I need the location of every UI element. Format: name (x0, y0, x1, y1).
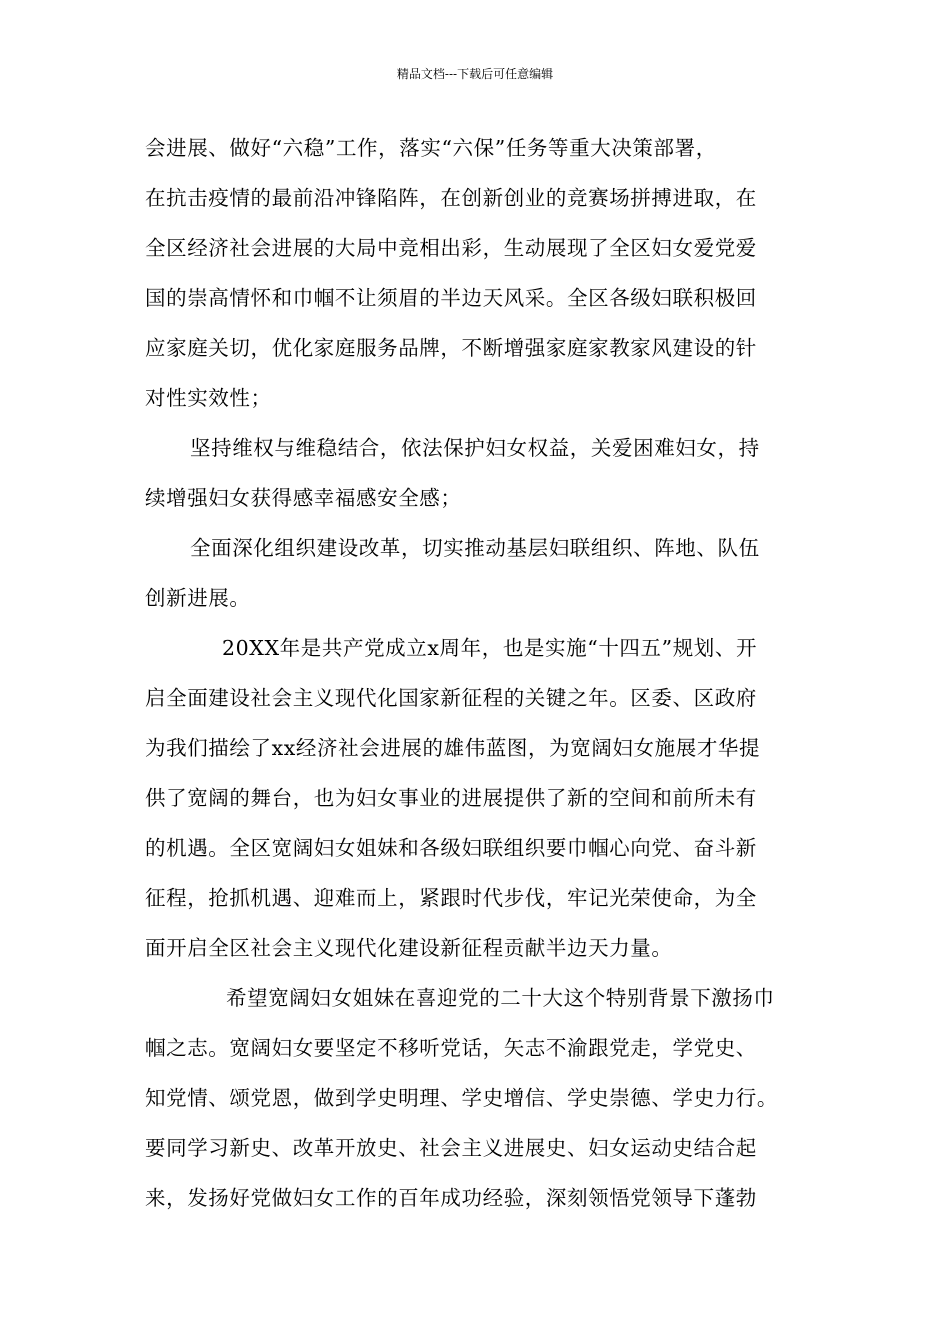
text-line: 征程，抢抓机遇、迎难而上，紧跟时代步伐，牢记光荣使命，为全 (145, 886, 757, 910)
text-line: 20XX年是共产党成立x周年，也是实施“十四五”规划、开 (222, 636, 758, 660)
text-line: 启全面建设社会主义现代化国家新征程的关键之年。区委、区政府 (145, 686, 757, 710)
text-line: 供了宽阔的舞台，也为妇女事业的进展提供了新的空间和前所未有 (145, 786, 757, 810)
text-line: 续增强妇女获得感幸福感安全感； (145, 486, 462, 510)
text-line: 国的崇高情怀和巾帼不让须眉的半边天风采。全区各级妇联积极回 (145, 286, 757, 310)
text-line: 来，发扬好党做妇女工作的百年成功经验，深刻领悟党领导下蓬勃 (145, 1186, 757, 1210)
text-line: 全面深化组织建设改革，切实推动基层妇联组织、阵地、队伍 (190, 536, 760, 560)
text-line: 为我们描绘了xx经济社会进展的雄伟蓝图，为宽阔妇女施展才华提 (145, 736, 761, 760)
page-header: 精品文档---下载后可任意编辑 (396, 67, 554, 81)
text-line: 应家庭关切，优化家庭服务品牌，不断增强家庭家教家风建设的针 (145, 336, 757, 360)
text-line: 全区经济社会进展的大局中竞相出彩，生动展现了全区妇女爱党爱 (145, 236, 757, 260)
text-line: 面开启全区社会主义现代化建设新征程贡献半边天力量。 (145, 936, 673, 960)
text-line: 知党情、颂党恩，做到学史明理、学史增信、学史崇德、学史力行。 (145, 1086, 778, 1110)
text-line: 帼之志。宽阔妇女要坚定不移听党话，矢志不渝跟党走，学党史、 (145, 1036, 757, 1060)
text-line: 要同学习新史、改革开放史、社会主义进展史、妇女运动史结合起 (145, 1136, 757, 1160)
text-line: 希望宽阔妇女姐妹在喜迎党的二十大这个特别背景下激扬巾 (226, 986, 775, 1010)
text-line: 创新进展。 (145, 586, 251, 610)
text-line: 的机遇。全区宽阔妇女姐妹和各级妇联组织要巾帼心向党、奋斗新 (145, 836, 757, 860)
text-line: 会进展、做好“六稳”工作，落实“六保”任务等重大决策部署， (145, 136, 717, 160)
text-line: 对性实效性； (145, 386, 272, 410)
text-line: 在抗击疫情的最前沿冲锋陷阵，在创新创业的竞赛场拼搏进取，在 (145, 186, 757, 210)
text-line: 坚持维权与维稳结合，依法保护妇女权益，关爱困难妇女，持 (190, 436, 760, 460)
